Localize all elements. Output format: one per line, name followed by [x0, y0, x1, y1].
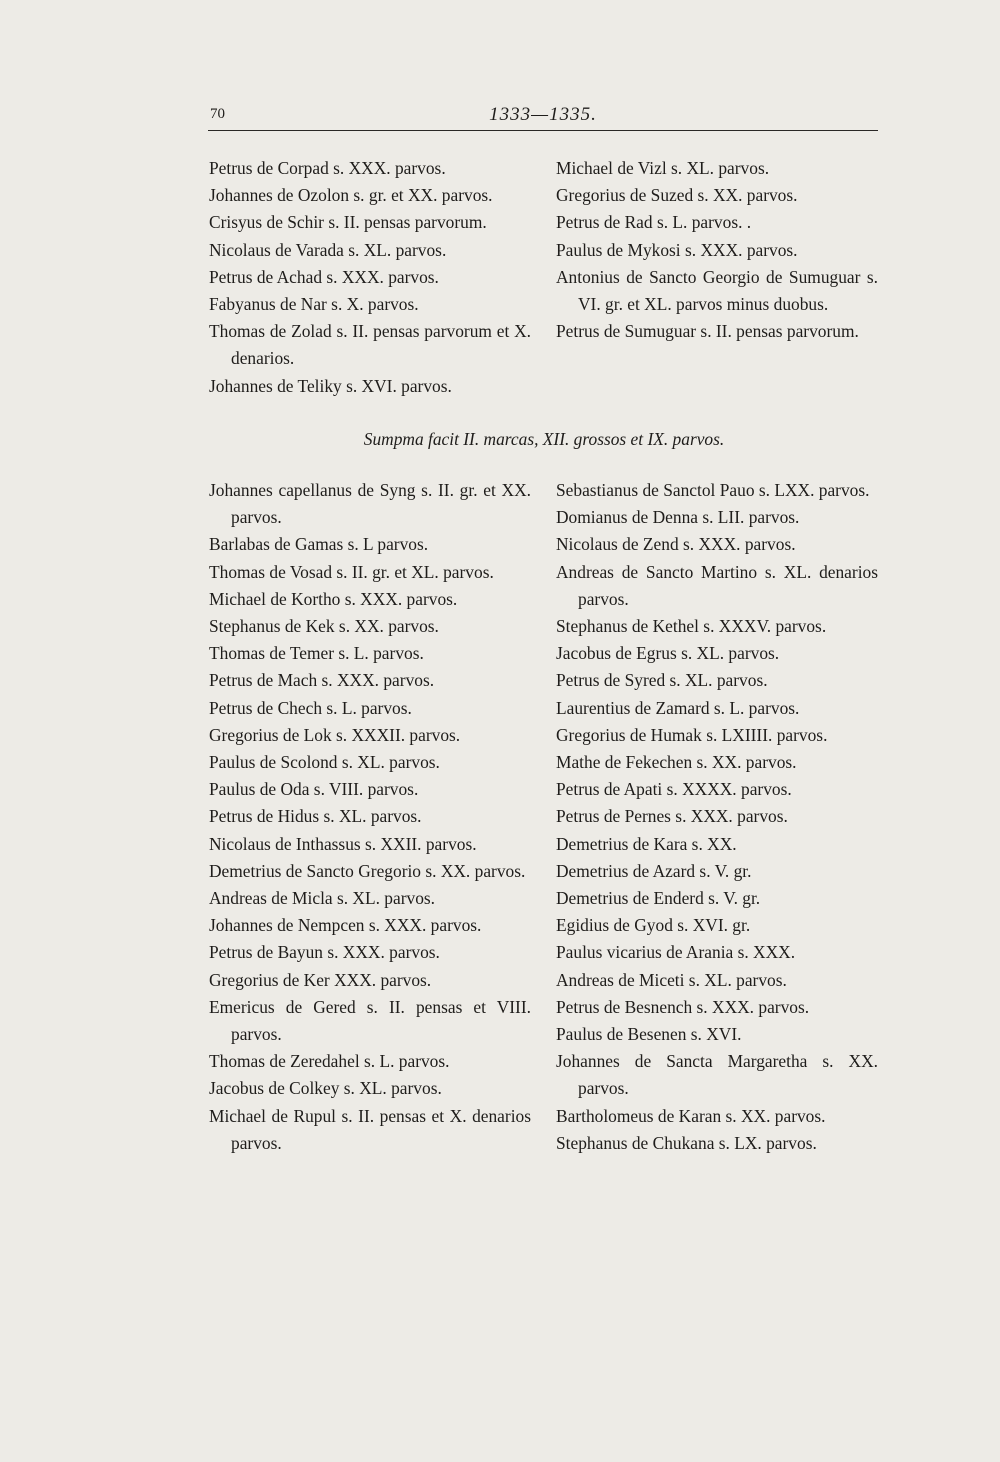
ledger-entry: Johannes capellanus de Syng s. II. gr. et XX. parvos.: [209, 480, 531, 528]
sum-total-line: Sumpma facit II. marcas, XII. grossos et IX. parvos.: [363, 429, 725, 449]
ledger-entry: Jacobus de Colkey s. XL. parvos.: [209, 1078, 442, 1099]
ledger-entry: Johannes de Ozolon s. gr. et XX. parvos.: [209, 185, 493, 206]
page-header: [208, 104, 878, 131]
ledger-entry: Thomas de Zeredahel s. L. parvos.: [209, 1051, 450, 1072]
ledger-entry: Petrus de Sumuguar s. II. pensas parvorum.: [556, 321, 859, 342]
section1-right-column: [556, 155, 878, 345]
ledger-entry: Gregorius de Suzed s. XX. parvos.: [556, 185, 798, 206]
ledger-entry: Gregorius de Lok s. XXXII. parvos.: [209, 724, 461, 745]
ledger-entry: Petrus de Corpad s. XXX. parvos.: [209, 158, 446, 178]
ledger-entry: Demetrius de Sancto Gregorio s. XX. parvos.: [209, 860, 526, 881]
ledger-entry: Johannes de Sancta Margaretha s. XX. parvos.: [556, 1051, 878, 1099]
ledger-entry: Petrus de Bayun s. XXX. parvos.: [209, 942, 440, 963]
ledger-entry: Gregorius de Humak s. LXIIII. parvos.: [556, 724, 828, 745]
ledger-entry: Mathe de Fekechen s. XX. parvos.: [556, 752, 797, 773]
ledger-entry: Petrus de Rad s. L. parvos. .: [556, 212, 752, 233]
ledger-entry: Stephanus de Chukana s. LX. parvos.: [556, 1132, 817, 1153]
page-number: 70: [210, 106, 225, 122]
ledger-entry: Andreas de Miceti s. XL. parvos.: [556, 969, 787, 990]
ledger-entry: Egidius de Gyod s. XVI. gr.: [556, 915, 751, 936]
ledger-entry: Paulus de Oda s. VIII. parvos.: [209, 779, 419, 800]
ledger-entry: Michael de Rupul s. II. pensas et X. denarios parvos.: [209, 1105, 531, 1153]
running-head: 1333—1335.: [489, 104, 597, 125]
ledger-entry: Petrus de Pernes s. XXX. parvos.: [556, 806, 788, 827]
ledger-entry: Johannes de Nempcen s. XXX. parvos.: [209, 915, 482, 936]
ledger-entry: Nicolaus de Varada s. XL. parvos.: [209, 239, 447, 260]
ledger-entry: Paulus de Scolond s. XL. parvos.: [209, 752, 440, 773]
ledger-entry: Paulus vicarius de Arania s. XXX.: [556, 942, 796, 963]
ledger-entry: Petrus de Syred s. XL. parvos.: [556, 670, 768, 691]
ledger-entry: Michael de Kortho s. XXX. parvos.: [209, 588, 458, 609]
ledger-entry: Gregorius de Ker XXX. parvos.: [209, 969, 432, 990]
ledger-entry: Thomas de Zolad s. II. pensas parvorum et X. denarios.: [209, 321, 531, 369]
ledger-entry: Paulus de Besenen s. XVI.: [556, 1024, 742, 1045]
ledger-entry: Demetrius de Enderd s. V. gr.: [556, 888, 761, 909]
ledger-entry: Andreas de Sancto Martino s. XL. denarios parvos.: [556, 561, 878, 609]
ledger-entry: Petrus de Hidus s. XL. parvos.: [209, 806, 422, 827]
ledger-entry: Petrus de Achad s. XXX. parvos.: [209, 266, 439, 287]
ledger-entry: Domianus de Denna s. LII. parvos.: [556, 507, 800, 528]
section2-left-column: [209, 477, 531, 1157]
ledger-entry: Laurentius de Zamard s. L. parvos.: [556, 697, 800, 718]
ledger-entry: Crisyus de Schir s. II. pensas parvorum.: [209, 212, 487, 233]
ledger-entry: Michael de Vizl s. XL. parvos.: [556, 158, 770, 178]
ledger-entry: Petrus de Mach s. XXX. parvos.: [209, 670, 435, 691]
ledger-entry: Antonius de Sancto Georgio de Sumuguar s. VI. gr. et XL. parvos minus duobus.: [556, 266, 878, 315]
ledger-entry: Paulus de Mykosi s. XXX. parvos.: [556, 239, 798, 260]
section2-right-column: [556, 477, 878, 1157]
ledger-entry: Bartholomeus de Karan s. XX. parvos.: [556, 1105, 826, 1126]
ledger-entry: Demetrius de Azard s. V. gr.: [556, 860, 752, 881]
ledger-entry: Nicolaus de Inthassus s. XXII. parvos.: [209, 833, 477, 854]
ledger-entry: Petrus de Chech s. L. parvos.: [209, 697, 412, 718]
section1-left-column: [209, 155, 531, 400]
ledger-entry: Petrus de Apati s. XXXX. parvos.: [556, 779, 792, 800]
ledger-entry: Emericus de Gered s. II. pensas et VIII. parvos.: [209, 996, 531, 1045]
ledger-entry: Andreas de Micla s. XL. parvos.: [209, 888, 436, 909]
ledger-entry: Fabyanus de Nar s. X. parvos.: [209, 294, 419, 315]
ledger-entry: Johannes de Teliky s. XVI. parvos.: [209, 375, 452, 396]
ledger-entry: Sebastianus de Sanctol Pauo s. LXX. parvos.: [556, 480, 870, 500]
ledger-entry: Stephanus de Kek s. XX. parvos.: [209, 616, 439, 637]
ledger-entry: Thomas de Temer s. L. parvos.: [209, 643, 424, 664]
ledger-entry: Thomas de Vosad s. II. gr. et XL. parvos.: [209, 561, 494, 582]
ledger-entry: Stephanus de Kethel s. XXXV. parvos.: [556, 616, 827, 637]
ledger-entry: Petrus de Besnench s. XXX. parvos.: [556, 996, 810, 1017]
ledger-entry: Nicolaus de Zend s. XXX. parvos.: [556, 534, 796, 555]
ledger-entry: Barlabas de Gamas s. L parvos.: [209, 534, 429, 555]
ledger-entry: Jacobus de Egrus s. XL. parvos.: [556, 643, 780, 664]
ledger-entry: Demetrius de Kara s. XX.: [556, 833, 737, 854]
